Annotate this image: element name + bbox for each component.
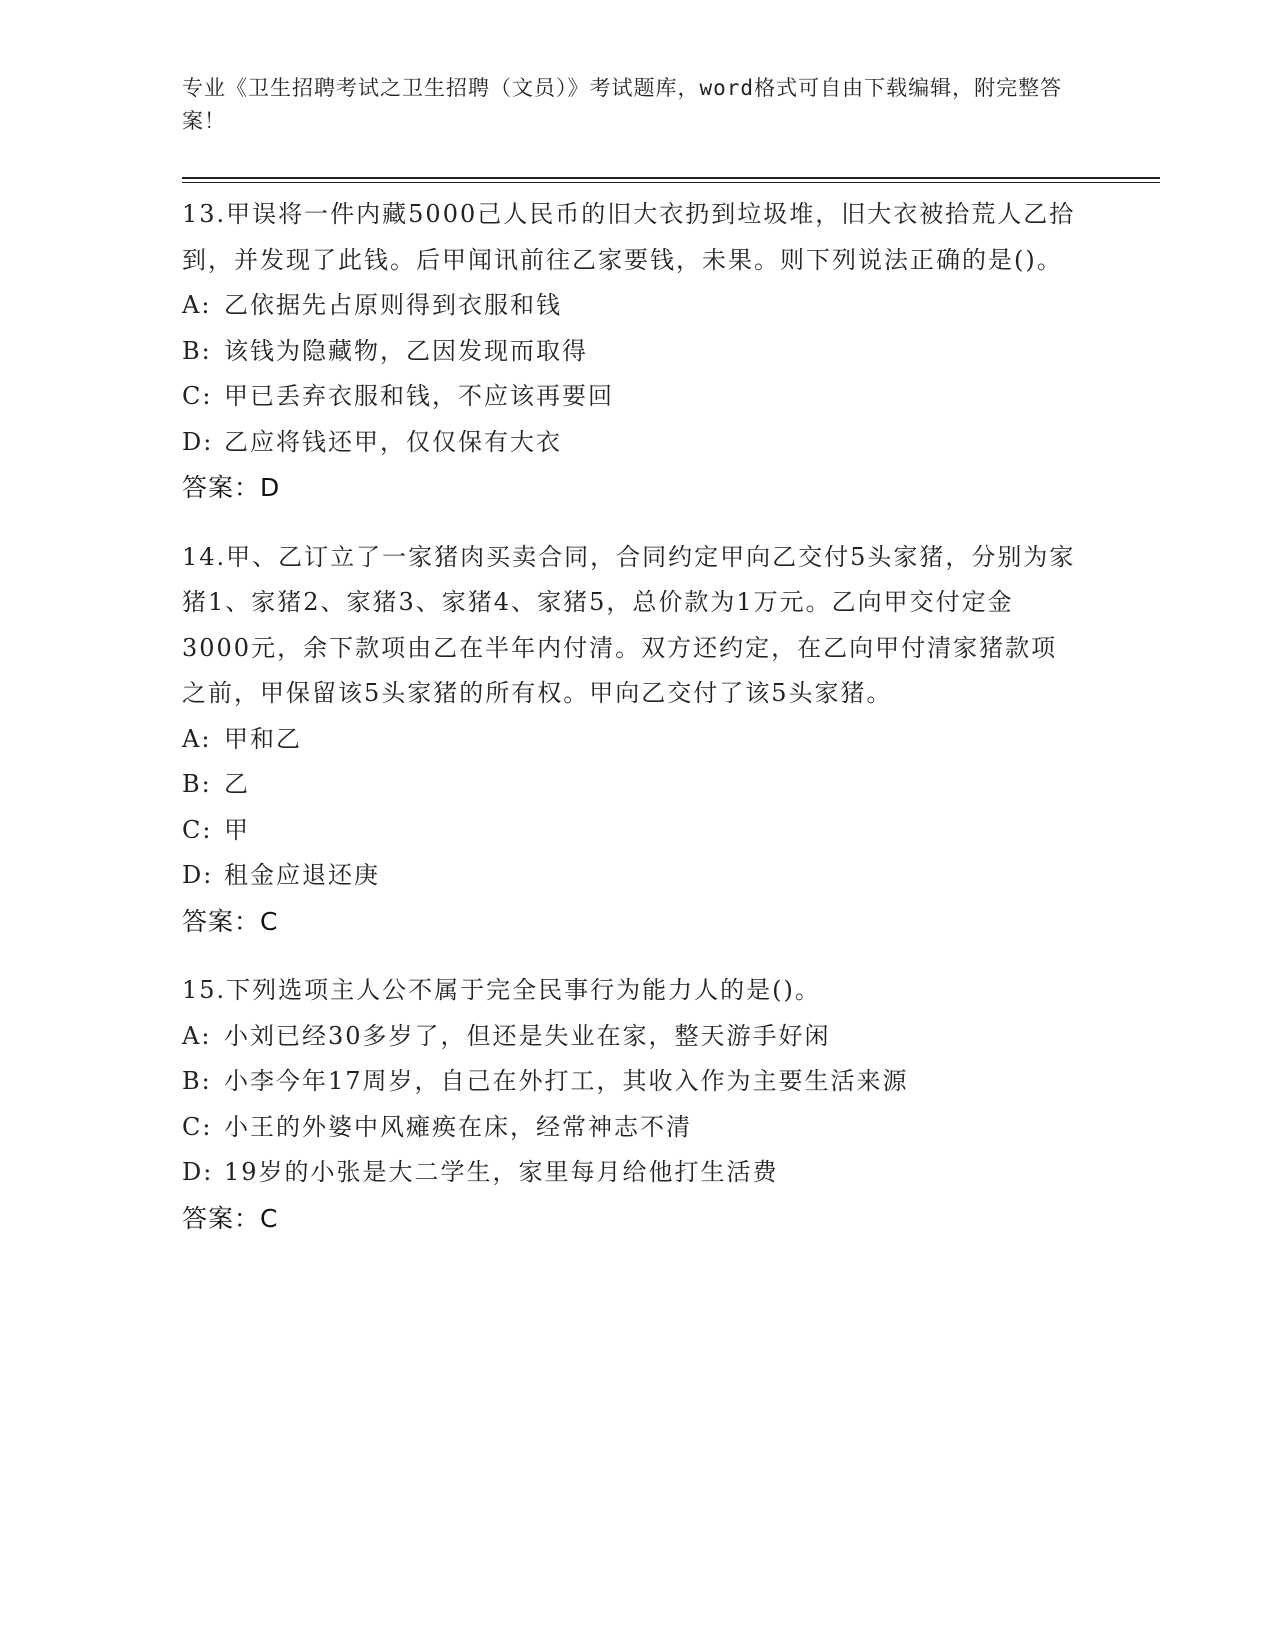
option-text: 甲已丢弃衣服和钱，不应该再要回	[224, 382, 614, 410]
answer-label: 答案：C	[182, 906, 279, 936]
option-d	[182, 420, 1082, 466]
option-text: 该钱为隐藏物，乙因发现而取得	[224, 336, 588, 365]
option-letter: B:	[182, 770, 212, 798]
option-b	[182, 1059, 1082, 1105]
option-letter: A:	[182, 724, 212, 753]
header-divider-thick	[182, 177, 1160, 179]
answer-label: 答案：D	[182, 473, 281, 502]
option-a	[182, 717, 1082, 763]
option-letter: A:	[182, 291, 212, 319]
option-letter: C:	[182, 815, 213, 844]
question-stem: 13.甲误将一件内藏5000己人民币的旧大衣扔到垃圾堆，旧大衣被拾荒人乙拾到，并发现了此钱。后甲闻讯前往乙家要钱，未果。则下列说法正确的是()。	[182, 200, 1076, 274]
option-text: 乙应将钱还甲，仅仅保有大衣	[224, 427, 562, 456]
option-b	[182, 329, 1082, 375]
option-text: 小李今年17周岁，自己在外打工，其收入作为主要生活来源	[224, 1067, 909, 1095]
question-15	[182, 968, 1082, 1241]
option-a	[182, 1014, 1082, 1060]
option-text: 乙	[224, 770, 250, 798]
option-text: 小王的外婆中风瘫痪在床，经常神志不清	[224, 1112, 692, 1141]
option-letter: B:	[182, 1067, 212, 1095]
question-14	[182, 535, 1082, 945]
option-text: 租金应退还庚	[224, 861, 380, 889]
option-text: 小刘已经30多岁了，但还是失业在家，整天游手好闲	[224, 1021, 831, 1050]
answer-label: 答案：C	[182, 1203, 279, 1233]
question-stem: 15.下列选项主人公不属于完全民事行为能力人的是()。	[182, 976, 821, 1004]
option-letter: A:	[182, 1021, 212, 1050]
option-c	[182, 1105, 1082, 1151]
header-divider-thin	[182, 182, 1160, 183]
question-13	[182, 192, 1082, 511]
question-stem: 14.甲、乙订立了一家猪肉买卖合同，合同约定甲向乙交付5头家猪，分别为家猪1、家猪2、家猪3、家猪4、家猪5，总价款为1万元。乙向甲交付定金3000元，余下款项由乙在半年内付清。双方还约定，在乙向甲付清家猪款项之前，甲保留该5头家猪的所有权。甲向乙交付了该5头家猪。	[182, 542, 1076, 707]
option-c	[182, 374, 1082, 420]
option-text: 甲	[224, 815, 250, 844]
option-text: 甲和乙	[224, 724, 302, 753]
option-c	[182, 808, 1082, 854]
option-letter: D:	[182, 1158, 214, 1186]
option-letter: B:	[182, 336, 212, 365]
option-letter: D:	[182, 427, 214, 456]
question-list	[182, 192, 1082, 1265]
option-b	[182, 762, 1082, 808]
option-text: 乙依据先占原则得到衣服和钱	[224, 291, 562, 319]
option-d	[182, 1150, 1082, 1196]
option-letter: C:	[182, 1112, 213, 1141]
document-header: 专业《卫生招聘考试之卫生招聘（文员）》考试题库，word格式可自由下载编辑，附完整答案！	[182, 76, 1063, 133]
option-text: 19岁的小张是大二学生，家里每月给他打生活费	[224, 1158, 779, 1186]
option-d	[182, 853, 1082, 899]
option-letter: D:	[182, 861, 214, 889]
option-letter: C:	[182, 382, 213, 410]
option-a	[182, 283, 1082, 329]
